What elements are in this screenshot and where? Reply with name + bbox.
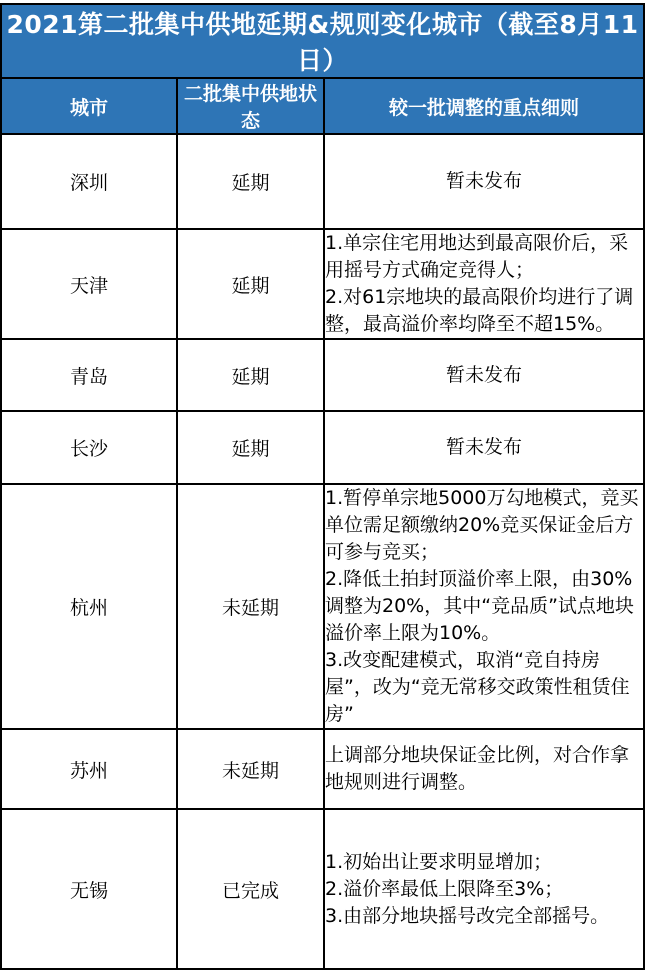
rules-cell	[324, 809, 644, 969]
rule-item: 3.改变配建模式，取消“竞自持房屋”，改为“竞无常移交政策性租赁住房”	[325, 649, 630, 725]
column-header-status: 二批集中供地状态	[177, 78, 324, 134]
rule-item: 暂未发布	[445, 170, 522, 192]
table-row	[1, 729, 644, 809]
status-cell: 延期	[177, 411, 324, 484]
table-row	[1, 339, 644, 411]
rule-item: 2.对61宗地块的最高限价均进行了调整，最高溢价率均降至不超15%。	[325, 286, 634, 335]
title-row	[1, 4, 644, 78]
table-row	[1, 411, 644, 484]
status-cell: 未延期	[177, 484, 324, 729]
rule-item: 2.降低土拍封顶溢价率上限，由30%调整为20%，其中“竞品质”试点地块溢价率上限为10%。	[325, 568, 634, 644]
status-cell: 已完成	[177, 809, 324, 969]
city-cell: 长沙	[1, 411, 177, 484]
rule-item: 1.暂停单宗地5000万勾地模式，竞买单位需足额缴纳20%竞买保证金后方可参与竞买；	[325, 487, 639, 563]
rules-cell	[324, 339, 644, 411]
city-cell: 天津	[1, 229, 177, 339]
land-supply-table	[0, 3, 645, 970]
header-row	[1, 78, 644, 134]
city-cell: 深圳	[1, 134, 177, 229]
rules-cell	[324, 484, 644, 729]
city-cell: 苏州	[1, 729, 177, 809]
status-cell: 延期	[177, 339, 324, 411]
rule-item: 3.由部分地块摇号改完全部摇号。	[325, 904, 610, 927]
rule-item: 1.初始出让要求明显增加；	[325, 850, 553, 873]
table-row	[1, 134, 644, 229]
rule-item: 1.单宗住宅用地达到最高限价后，采用摇号方式确定竞得人；	[325, 232, 629, 281]
rules-cell	[324, 411, 644, 484]
status-cell: 未延期	[177, 729, 324, 809]
rules-cell	[324, 229, 644, 339]
column-header-rules: 较一批调整的重点细则	[324, 78, 644, 134]
status-cell: 延期	[177, 229, 324, 339]
rule-item: 暂未发布	[445, 363, 522, 386]
rules-cell	[324, 134, 644, 229]
status-cell: 延期	[177, 134, 324, 229]
table-row	[1, 229, 644, 339]
table-title: 2021第二批集中供地延期&规则变化城市（截至8月11日）	[1, 4, 644, 78]
rule-item: 暂未发布	[445, 436, 522, 458]
column-header-city: 城市	[1, 78, 177, 134]
table-row	[1, 809, 644, 969]
city-cell: 无锡	[1, 809, 177, 969]
city-cell: 青岛	[1, 339, 177, 411]
rule-item: 2.溢价率最低上限降至3%；	[325, 877, 564, 900]
table-row	[1, 484, 644, 729]
rule-item: 上调部分地块保证金比例，对合作拿地规则进行调整。	[325, 744, 630, 793]
city-cell: 杭州	[1, 484, 177, 729]
table-body	[1, 134, 644, 969]
rules-cell	[324, 729, 644, 809]
